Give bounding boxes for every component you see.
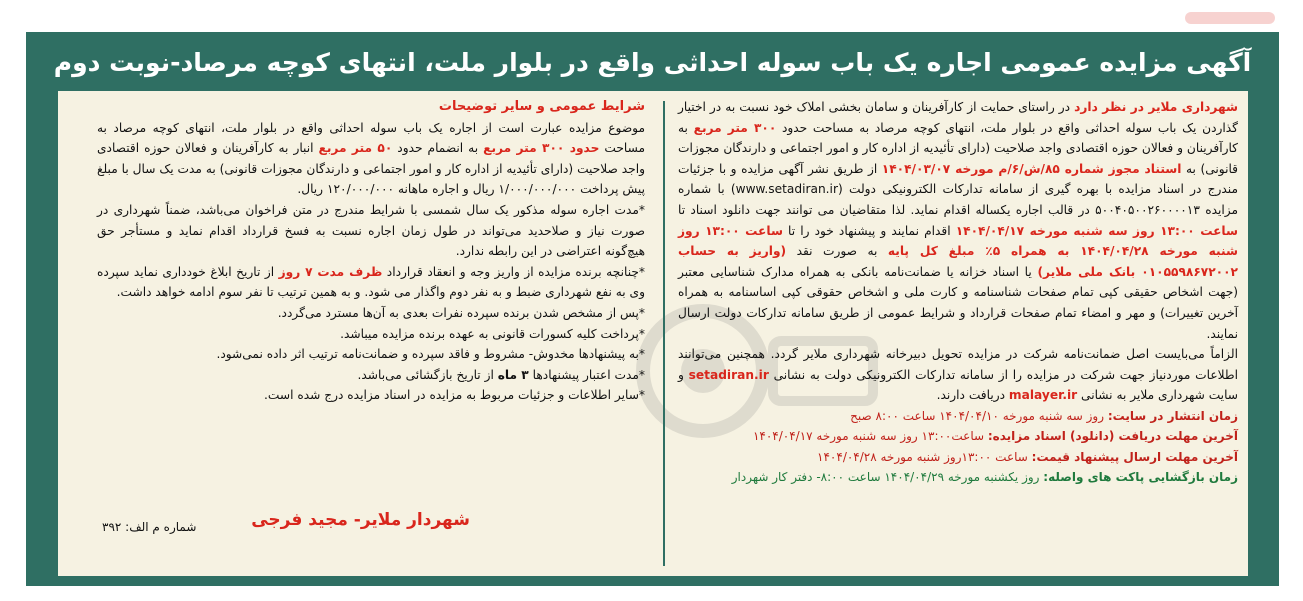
left-p2: *مدت اجاره سوله مذکور یک سال شمسی با شرایط مندرج در متن فراخوان می‌باشد، ضمناً شهرداری در صورت نیاز و صلاحدید می‌تواند در طول زمان اجاره نسبت به فسخ قرارداد اقدام نماید و مستأجر حق هیچ‌گونه اعتراضی در این رابطه ندارد. [97,202,645,259]
left-p1 [97,118,645,200]
right-text-g: یا اسناد خزانه یا ضمانت‌نامه بانکی به همراه مدارک شناسایی معتبر (جهت اشخاص حقیقی کپی تمام صفحات شناسنامه و کارت ملی و اشخاص حقوقی کپی اساسنامه به همراه آخرین تغییرات) و مهر و امضاء تمام صفحات قرارداد و شرایط عمومی از طریق سامانه تدارکات دولت ارسال نمایند. [678,264,1238,341]
right-p2-end: دریافت دارند. [936,388,1009,403]
left-p3-a: *چنانچه برنده مزایده از واریز وجه و انعقاد قرارداد [382,264,645,279]
right-column [678,97,1238,488]
right-text-c: از طریق نشر آگهی مزایده و با جزئیات مندرج در اسناد مزایده با بهره گیری از سامانه تدارکات الکترونیکی دولت [678,161,1238,197]
date-download-label: آخرین مهلت دریافت (دانلود) اسناد مزایده: [987,429,1238,444]
right-text-e: اقدام نمایند و پیشنهاد خود را تا [782,223,956,238]
conditions-heading: شرایط عمومی و سایر توضیحات [438,99,645,114]
faded-logo-top [1180,8,1280,28]
ad-title: آگهی مزایده عمومی اجاره یک باب سوله احداثی واقع در بلوار ملت، انتهای کوچه مرصاد-نوبت دوم [53,48,1252,77]
lead-municipality: شهرداری ملایر در نظر دارد [1074,100,1238,114]
date-offer-value: ساعت ۱۳:۰۰روز شنبه مورخه ۱۴۰۴/۰۴/۲۸ [817,449,1032,464]
right-area: ۳۰۰ متر مربع [693,120,777,135]
left-p1-c: انبار به کارآفرینان و فعالان حوزه اقتصادی واجد صلاحیت (دارای تأئیدیه از اداره کار و امور اجتماعی و دارندگان مجوزات قانونی) به مدت یک سال با مبلغ پیش پرداخت ۱/۰۰۰/۰۰۰/۰۰۰ ریال و اجاره ماهانه ۱۲۰/۰۰۰/۰۰۰ ریال. [97,141,645,197]
left-p7-validity: ۳ ماه [497,367,529,382]
date-publish [678,406,1238,427]
left-p7 [97,365,645,386]
left-p5: *پرداخت کلیه کسورات قانونی به عهده برنده مزایده میباشد. [340,326,645,341]
ad-body [58,91,1248,576]
date-download [678,426,1238,447]
left-p1-a: موضوع مزایده عبارت است از اجاره یک باب سوله احداثی واقع در بلوار ملت، انتهای کوچه مرصاد به مساحت [97,120,645,156]
right-bank-account: (واریز به حساب ۰۱۰۵۵۹۸۶۷۲۰۰۲ بانک ملی ملایر) [678,244,1238,279]
right-text-a: در راستای حمایت از کارآفرینان و سامان بخشی املاک خود نسبت به در اختیار گذاردن یک باب سوله احداثی واقع در بلوار ملت، انتهای کوچه مرصاد به مساحت حدود [678,100,1238,135]
date-publish-label: زمان انتشار در سایت: [1107,408,1238,423]
date-opening-label: زمان بازگشایی پاکت های واصله: [1043,470,1238,485]
right-site-link[interactable]: (www.setadiran.ir) [730,182,843,197]
left-p7-a: *مدت اعتبار پیشنهادها [528,367,645,382]
right-second-paragraph [678,344,1238,406]
date-publish-value: روز سه شنبه مورخه ۱۴۰۴/۰۴/۱۰ ساعت ۸:۰۰ صبح [850,408,1108,423]
setadiran-link[interactable]: setadiran.ir [688,367,769,382]
right-permit: استناد مجوز شماره ۸۵/ش/۶/م مورخه ۱۴۰۴/۰۳/۰۷ [881,161,1182,176]
malayer-link[interactable]: malayer.ir [1008,388,1078,403]
right-p2-mid: و سایت شهرداری ملایر به نشانی [678,367,1238,403]
left-column [97,97,645,406]
right-text-b: به کارآفرینان و فعالان حوزه اقتصادی واجد صلاحیت (دارای تأئیدیه از اداره کار و امور اجتماعی و دارندگان مجوزات قانونی) به [678,120,1238,176]
left-p3 [97,262,645,303]
date-download-value: ساعت۱۳:۰۰ روز سه شنبه مورخه ۱۴۰۴/۰۴/۱۷ [752,429,988,444]
left-p3-deadline: ظرف مدت ۷ روز [278,264,383,279]
mayor-signature: شهردار ملایر- مجید فرجی [251,510,470,530]
left-store-area: ۵۰ متر مربع [318,141,393,156]
right-p2-text: الزاماً می‌بایست اصل ضمانت‌نامه شرکت در مزایده تحویل دبیرخانه شهرداری ملایر گردد. همچنین می‌توانند اطلاعات موردنیاز جهت شرکت در مزایده را از سامانه تدارکات الکترونیکی دولت به نشانی [678,347,1238,382]
ad-number: شماره م الف: ۳۹۲ [102,520,197,534]
left-p6: *به پیشنهادها مخدوش- مشروط و فاقد سپرده و ضمانت‌نامه ترتیب اثر داده نمی‌شود. [216,347,645,362]
ad-frame [26,32,1279,586]
left-area: حدود ۳۰۰ متر مربع [483,141,600,156]
left-p1-b: به انضمام حدود [392,141,484,156]
date-opening [678,467,1238,488]
date-offer [678,447,1238,468]
left-p3-b: از تاریخ ابلاغ خودداری نماید سپرده وی به نفع شهرداری ضبط و به نفر دوم واگذار می شود. و به همین ترتیب تا نفر سوم ادامه خواهد داشت. [97,264,645,300]
right-deadline-offer: ساعت ۱۳:۰۰ روز شنبه مورخه ۱۴۰۴/۰۴/۲۸ به همراه ۵٪ مبلغ کل پایه [678,223,1238,259]
left-p4: *پس از مشخص شدن برنده سپرده نفرات بعدی به آن‌ها مسترد می‌گردد. [277,305,645,320]
right-text-f: به صورت نقد [786,244,888,259]
right-main-paragraph [678,97,1238,344]
date-offer-label: آخرین مهلت ارسال پیشنهاد قیمت: [1031,449,1238,464]
left-p7-b: از تاریخ بازگشائی می‌باشد. [357,367,498,382]
column-divider [663,101,665,566]
right-deadline-download: ساعت ۱۳:۰۰ روز سه شنبه مورخه ۱۴۰۴/۰۴/۱۷ [955,223,1238,238]
left-p8: *سایر اطلاعات و جزئیات مربوط به مزایده در اسناد مزایده درج شده است. [264,388,645,403]
right-text-d: با شماره مزایده ۵۰۰۴۰۵۰۰۲۶۰۰۰۰۱۳ در قالب اجاره یکساله اقدام نماید. لذا متقاضیان می توانند جهت دانلود اسناد تا [678,182,1239,217]
date-opening-value: روز یکشنبه مورخه ۱۴۰۴/۰۴/۲۹ ساعت ۸:۰۰- دفتر کار شهردار [731,470,1044,485]
